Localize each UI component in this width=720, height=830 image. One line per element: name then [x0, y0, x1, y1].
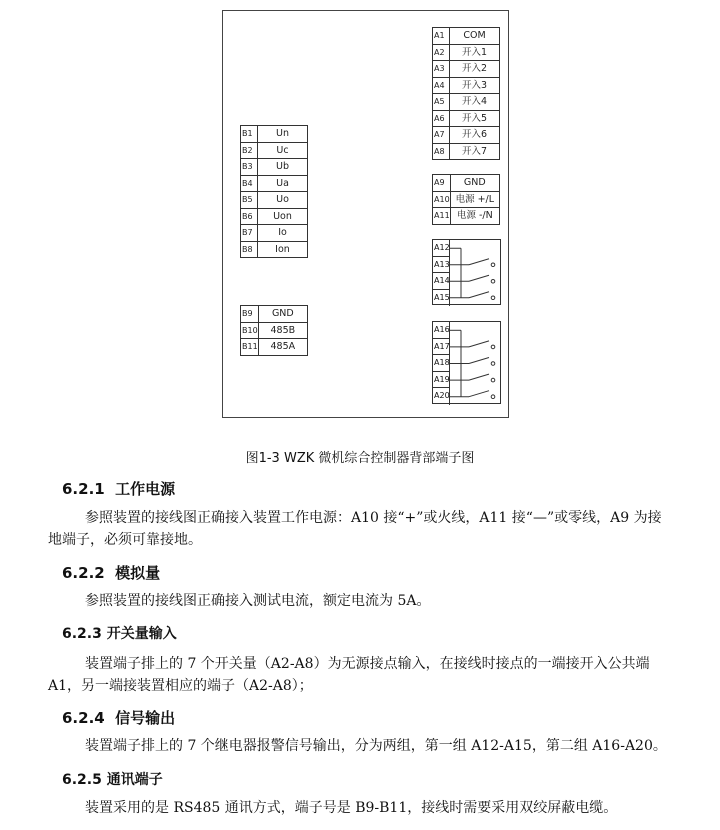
section-paragraph: 装置端子排上的 7 个开关量（A2-A8）为无源接点输入，在接线时接点的一端接开入公共端 A1，另一端接装置相应的端子（A2-A8）； — [48, 656, 650, 694]
section-paragraph: 参照装置的接线图正确接入装置工作电源：A10 接“+”或火线，A11 接“—”或零线，A9 为接地端子，必须可靠接地。 — [48, 510, 662, 548]
terminal-block-a-inputs — [432, 27, 500, 160]
terminal-label: B5 — [241, 192, 258, 209]
section-paragraph: 参照装置的接线图正确接入测试电流，额定电流为 5A。 — [85, 593, 431, 609]
terminal-row — [433, 44, 500, 61]
terminal-row — [241, 306, 308, 323]
relay-switch-contact — [469, 391, 489, 397]
terminal-row — [241, 225, 308, 242]
terminal-row — [433, 110, 500, 127]
relay-switch-contact — [469, 292, 489, 298]
terminal-row — [433, 191, 500, 208]
relay-terminal-label: A14 — [433, 273, 450, 290]
terminal-label: B4 — [241, 175, 258, 192]
section-paragraph: 装置端子排上的 7 个继电器报警信号输出，分为两组，第一组 A12-A15，第二组 A16-A20。 — [85, 738, 667, 754]
terminal-name: Uc — [258, 142, 308, 159]
terminal-row — [433, 127, 500, 144]
relay-terminal-dot — [491, 395, 495, 399]
terminal-label: A7 — [433, 127, 450, 144]
terminal-row — [433, 208, 500, 225]
terminal-diagram — [222, 10, 509, 418]
terminal-label: A4 — [433, 77, 450, 94]
terminal-label: B7 — [241, 225, 258, 242]
terminal-row — [433, 61, 500, 78]
terminal-name: 电源 -/N — [450, 208, 499, 225]
terminal-label: B3 — [241, 159, 258, 176]
terminal-row — [433, 143, 500, 160]
relay-contacts-drawing — [433, 240, 502, 306]
relay-contacts-drawing — [433, 322, 502, 405]
terminal-name: Ion — [258, 241, 308, 258]
terminal-name: 开入6 — [450, 127, 500, 144]
terminal-row — [433, 94, 500, 111]
terminal-name: Un — [258, 126, 308, 143]
terminal-label: B8 — [241, 241, 258, 258]
terminal-row — [241, 339, 308, 356]
terminal-row — [241, 159, 308, 176]
terminal-name: Ua — [258, 175, 308, 192]
figure-caption: 图1-3 WZK 微机综合控制器背部端子图 — [245, 451, 475, 466]
terminal-row — [241, 175, 308, 192]
terminal-label: A10 — [433, 191, 451, 208]
terminal-name: COM — [450, 28, 500, 45]
section-paragraph: 装置采用的是 RS485 通讯方式，端子号是 B9-B11，接线时需要采用双绞屏蔽电缆。 — [85, 800, 618, 816]
terminal-label: A3 — [433, 61, 450, 78]
relay-switch-contact — [469, 358, 489, 364]
section-heading: 6.2.4 信号输出 — [62, 709, 176, 727]
relay-terminal-label: A12 — [433, 240, 450, 257]
section-heading: 6.2.5 通讯端子 — [62, 772, 163, 788]
relay-terminal-label: A20 — [433, 388, 450, 405]
relay-group-1 — [432, 239, 501, 305]
terminal-name: GND — [258, 306, 307, 323]
relay-terminal-dot — [491, 378, 495, 382]
relay-switch-contact — [469, 259, 489, 265]
terminal-row — [241, 322, 308, 339]
terminal-row — [241, 126, 308, 143]
terminal-name: Uon — [258, 208, 308, 225]
terminal-name: Io — [258, 225, 308, 242]
terminal-name: 开入1 — [450, 44, 500, 61]
terminal-label: A11 — [433, 208, 451, 225]
terminal-row — [433, 77, 500, 94]
terminal-name: 485A — [258, 339, 307, 356]
section-heading: 6.2.2 模拟量 — [62, 564, 161, 582]
terminal-label: B11 — [241, 339, 259, 356]
relay-terminal-label: A19 — [433, 372, 450, 389]
terminal-label: A6 — [433, 110, 450, 127]
terminal-label: B2 — [241, 142, 258, 159]
terminal-label: A1 — [433, 28, 450, 45]
terminal-name: 485B — [258, 322, 307, 339]
terminal-name: 电源 +/L — [450, 191, 499, 208]
terminal-row — [241, 142, 308, 159]
relay-terminal-dot — [491, 296, 495, 300]
terminal-label: B10 — [241, 322, 259, 339]
relay-terminal-dot — [491, 362, 495, 366]
relay-terminal-label: A18 — [433, 355, 450, 372]
relay-switch-contact — [469, 275, 489, 281]
relay-terminal-dot — [491, 345, 495, 349]
terminal-name: 开入7 — [450, 143, 500, 160]
terminal-block-b-analog — [240, 125, 308, 258]
terminal-name: 开入2 — [450, 61, 500, 78]
terminal-label: A9 — [433, 175, 451, 192]
terminal-row — [433, 175, 500, 192]
relay-terminal-dot — [491, 263, 495, 267]
terminal-block-a-power — [432, 174, 500, 225]
relay-terminal-label: A17 — [433, 339, 450, 356]
relay-terminal-label: A15 — [433, 290, 450, 307]
terminal-label: B6 — [241, 208, 258, 225]
terminal-label: A5 — [433, 94, 450, 111]
terminal-row — [433, 28, 500, 45]
terminal-row — [241, 208, 308, 225]
relay-switch-contact — [469, 374, 489, 380]
terminal-name: 开入4 — [450, 94, 500, 111]
terminal-name: 开入3 — [450, 77, 500, 94]
terminal-label: B1 — [241, 126, 258, 143]
terminal-name: 开入5 — [450, 110, 500, 127]
terminal-label: A2 — [433, 44, 450, 61]
terminal-name: Ub — [258, 159, 308, 176]
section-heading: 6.2.3 开关量输入 — [62, 626, 177, 642]
relay-terminal-dot — [491, 279, 495, 283]
terminal-row — [241, 192, 308, 209]
relay-switch-contact — [469, 341, 489, 347]
relay-group-2 — [432, 321, 501, 404]
terminal-row — [241, 241, 308, 258]
terminal-label: A8 — [433, 143, 450, 160]
terminal-name: Uo — [258, 192, 308, 209]
relay-terminal-label: A16 — [433, 322, 450, 339]
terminal-block-b-comm — [240, 305, 308, 356]
terminal-label: B9 — [241, 306, 259, 323]
terminal-name: GND — [450, 175, 499, 192]
section-heading: 6.2.1 工作电源 — [62, 480, 176, 498]
relay-terminal-label: A13 — [433, 257, 450, 274]
